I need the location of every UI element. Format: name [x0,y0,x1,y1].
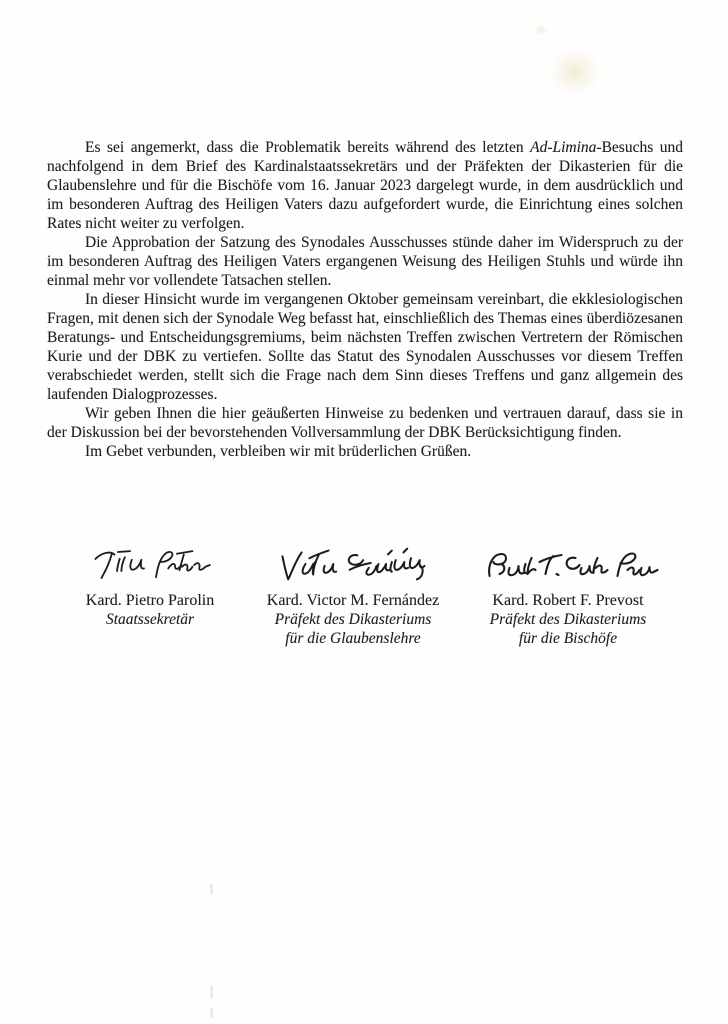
signature-block [47,536,683,648]
signatory-name: Kard. Robert F. Prevost [492,592,644,609]
signatory-name: Kard. Victor M. Fernández [266,592,440,609]
signatory-fernandez [253,536,453,648]
scan-line-artifact [210,1008,213,1018]
paragraph-4: Wir geben Ihnen die hier geäußerten Hinweise zu bedenken und vertrauen darauf, dass sie in der Diskussion bei der bevorstehenden Vollversammlung der DBK Berücksichtigung finden. [47,405,683,441]
letter-body [47,138,683,461]
scan-line-artifact [210,884,213,894]
paragraph-3: In dieser Hinsicht wurde im vergangenen Oktober gemeinsam vereinbart, die ekklesiologischen Fragen, mit denen sich der Synodale Weg befasst hat, einschließlich des Themas eines überdiözesanen Beratungs- und Entscheidungsgremiums, beim nächsten Treffen zwischen Vertretern der Römischen Kurie und der DBK zu vertiefen. Sollte das Statut des Synodalen Ausschusses vor diesem Treffen verabschiedet werden, stellt sich die Frage nach dem Sinn dieses Treffens und ganz allgemein des laufenden Dialogprozesses. [47,291,683,403]
paragraph-1-italic-term: Ad-Limina- [530,139,602,156]
scan-line-artifact [210,986,213,998]
signatory-title-line2: für die Bischöfe [518,630,618,647]
paragraph-1-text: Es sei angemerkt, dass die Problematik bereits während des letzten [85,139,531,156]
paragraph-5-closing: Im Gebet verbunden, verbleiben wir mit brüderlichen Grüßen. [85,443,472,460]
signatory-title: Staatssekretär [105,611,195,628]
robert-prevost-signature-icon [475,536,661,588]
signatory-parolin [47,536,253,648]
scan-stain-artifact [540,38,610,106]
signatory-title: Präfekt des Dikasteriums [274,611,432,628]
paragraph-1 [47,138,683,233]
signatory-title-line2: für die Glaubenslehre [285,630,421,647]
paragraph-1-text-continued: Besuchs und nachfolgend in dem Brief des Kardinalstaatssekretärs und der Präfekten der Dikasterien für die Glaubenslehre und für die Bischöfe vom 16. Januar 2023 dargelegt wurde, in dem ausdrücklich und im besonderen Auftrag des Heiligen Vaters dazu aufgefordert wurde, die Einrichtung eines solchen Rates nicht weiter zu verfolgen. [47,139,683,232]
signatory-prevost [453,536,683,648]
victor-fernandez-signature-icon [269,536,437,588]
scan-stain-artifact-small [530,22,552,38]
signatory-name: Kard. Pietro Parolin [85,592,215,609]
signatory-title: Präfekt des Dikasteriums [489,611,647,628]
paragraph-2: Die Approbation der Satzung des Synodales Ausschusses stünde daher im Widerspruch zu der im besonderen Auftrag des Heiligen Vaters ergangenen Weisung des Heiligen Stuhls und würde ihn einmal mehr vor vollendete Tatsachen stellen. [47,234,683,289]
pietro-parolin-signature-icon [85,536,215,588]
